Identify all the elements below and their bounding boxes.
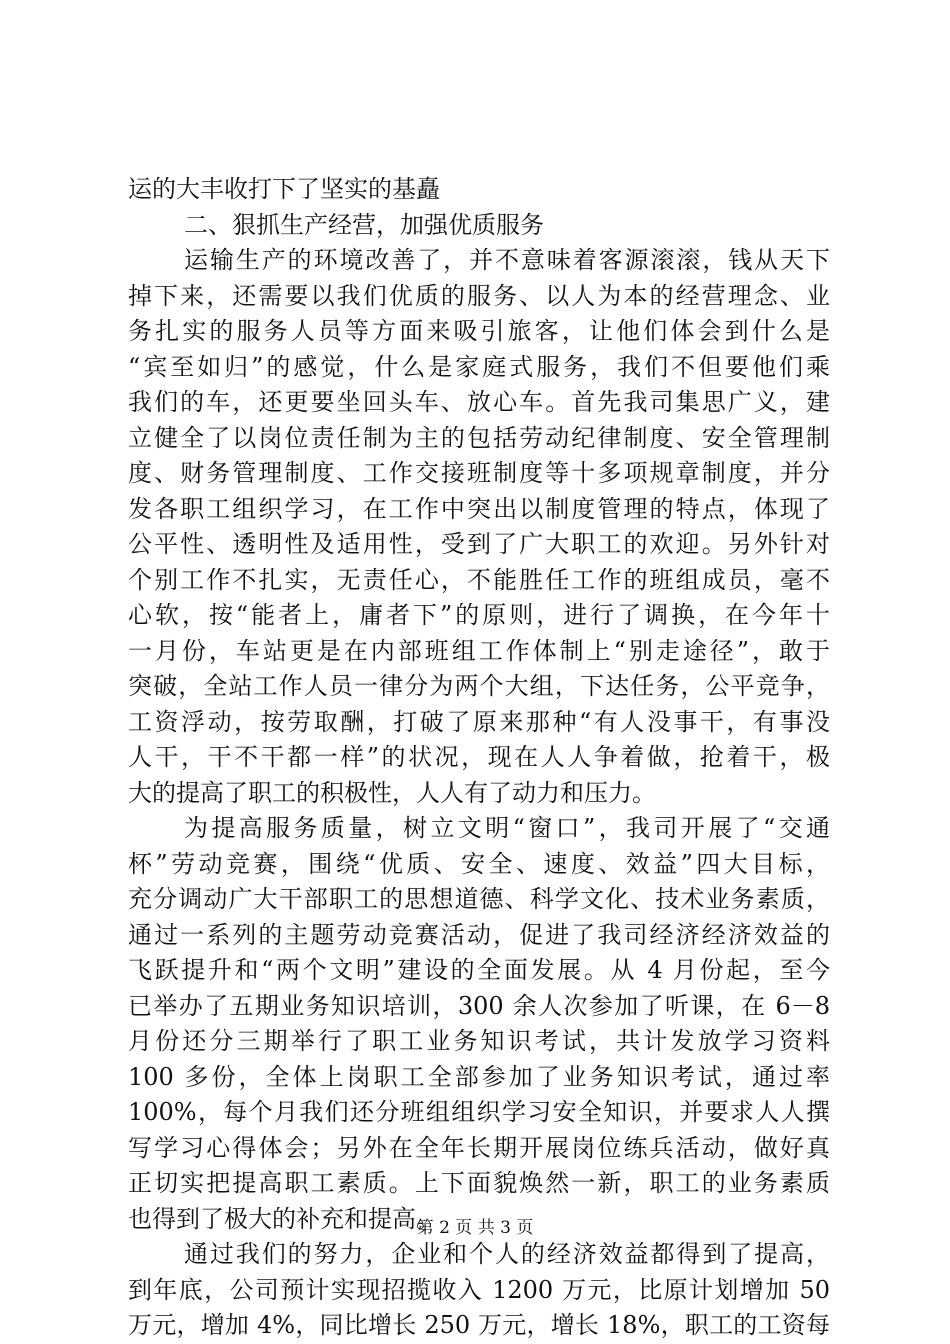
- text-line: 发各职工组织学习，在工作中突出以制度管理的特点，体现了: [128, 494, 830, 523]
- text-line: 通过我们的努力，企业和个人的经济效益都得到了提高，: [184, 1240, 830, 1268]
- text-line: 公平性、透明性及适用性，受到了广大职工的欢迎。另外针对: [128, 530, 830, 558]
- text-line: 到年底，公司预计实现招揽收入 1200 万元，比原计划增加 50: [128, 1275, 830, 1304]
- text-line: 100%，每个月我们还分班组组织学习安全知识，并要求人人撰: [128, 1098, 830, 1126]
- text-line: 人干，干不干都一样”的状况，现在人人争着做，抢着干，极: [128, 743, 830, 771]
- text-line: 工资浮动，按劳取酬，打破了原来那种“有人没事干，有事没: [128, 707, 830, 736]
- page-footer: 第 2 页 共 3 页: [416, 1218, 534, 1238]
- text-line: 运输生产的环境改善了，并不意味着客源滚滚，钱从天下: [184, 246, 830, 274]
- text-line: 也得到了极大的补充和提高。: [128, 1204, 440, 1233]
- text-line: 心软，按“能者上，庸者下”的原则，进行了调换，在今年十: [128, 601, 830, 629]
- text-line: 立健全了以岗位责任制为主的包括劳动纪律制度、安全管理制: [128, 423, 830, 452]
- text-line: 杯”劳动竞赛，围绕“优质、安全、速度、效益”四大目标，: [128, 849, 830, 878]
- text-line: 度、财务管理制度、工作交接班制度等十多项规章制度，并分: [128, 459, 830, 487]
- text-line: 月份还分三期举行了职工业务知识考试，共计发放学习资料: [128, 1027, 830, 1055]
- text-line: 掉下来，还需要以我们优质的服务、以人为本的经营理念、业: [128, 281, 830, 310]
- text-line: 个别工作不扎实，无责任心，不能胜任工作的班组成员，毫不: [128, 565, 830, 594]
- text-line: 充分调动广大干部职工的思想道德、科学文化、技术业务素质，: [128, 885, 830, 913]
- text-line: 飞跃提升和“两个文明”建设的全面发展。从 4 月份起，至今: [128, 956, 830, 984]
- text-line: 正切实把提高职工素质。上下面貌焕然一新，职工的业务素质: [128, 1169, 830, 1197]
- text-line: 突破，全站工作人员一律分为两个大组，下达任务，公平竞争，: [128, 672, 830, 700]
- text-line: 已举办了五期业务知识培训，300 余人次参加了听课，在 6－8: [128, 991, 830, 1020]
- text-line: 万元，增加 4%，同比增长 250 万元，增长 18%，职工的工资每: [128, 1311, 830, 1339]
- text-line: 二、狠抓生产经营，加强优质服务: [184, 210, 544, 239]
- text-line: 大的提高了职工的积极性，人人有了动力和压力。: [128, 778, 656, 807]
- text-line: “宾至如归”的感觉，什么是家庭式服务，我们不但要他们乘: [128, 352, 830, 381]
- text-line: 为提高服务质量，树立文明“窗口”，我司开展了“交通: [184, 814, 830, 842]
- text-line: 运的大丰收打下了坚实的基矗: [128, 175, 440, 203]
- text-line: 100 多份，全体上岗职工全部参加了业务知识考试，通过率: [128, 1062, 830, 1091]
- body-text: [128, 172, 830, 1344]
- text-line: 我们的车，还更要坐回头车、放心车。首先我司集思广义，建: [128, 388, 830, 416]
- text-line: 写学习心得体会；另外在全年长期开展岗位练兵活动，做好真: [128, 1133, 830, 1162]
- text-line: 通过一系列的主题劳动竞赛活动，促进了我司经济经济效益的: [128, 920, 830, 949]
- text-line: 务扎实的服务人员等方面来吸引旅客，让他们体会到什么是: [128, 317, 830, 345]
- text-line: 一月份，车站更是在内部班组工作体制上“别走途径”，敢于: [128, 636, 830, 665]
